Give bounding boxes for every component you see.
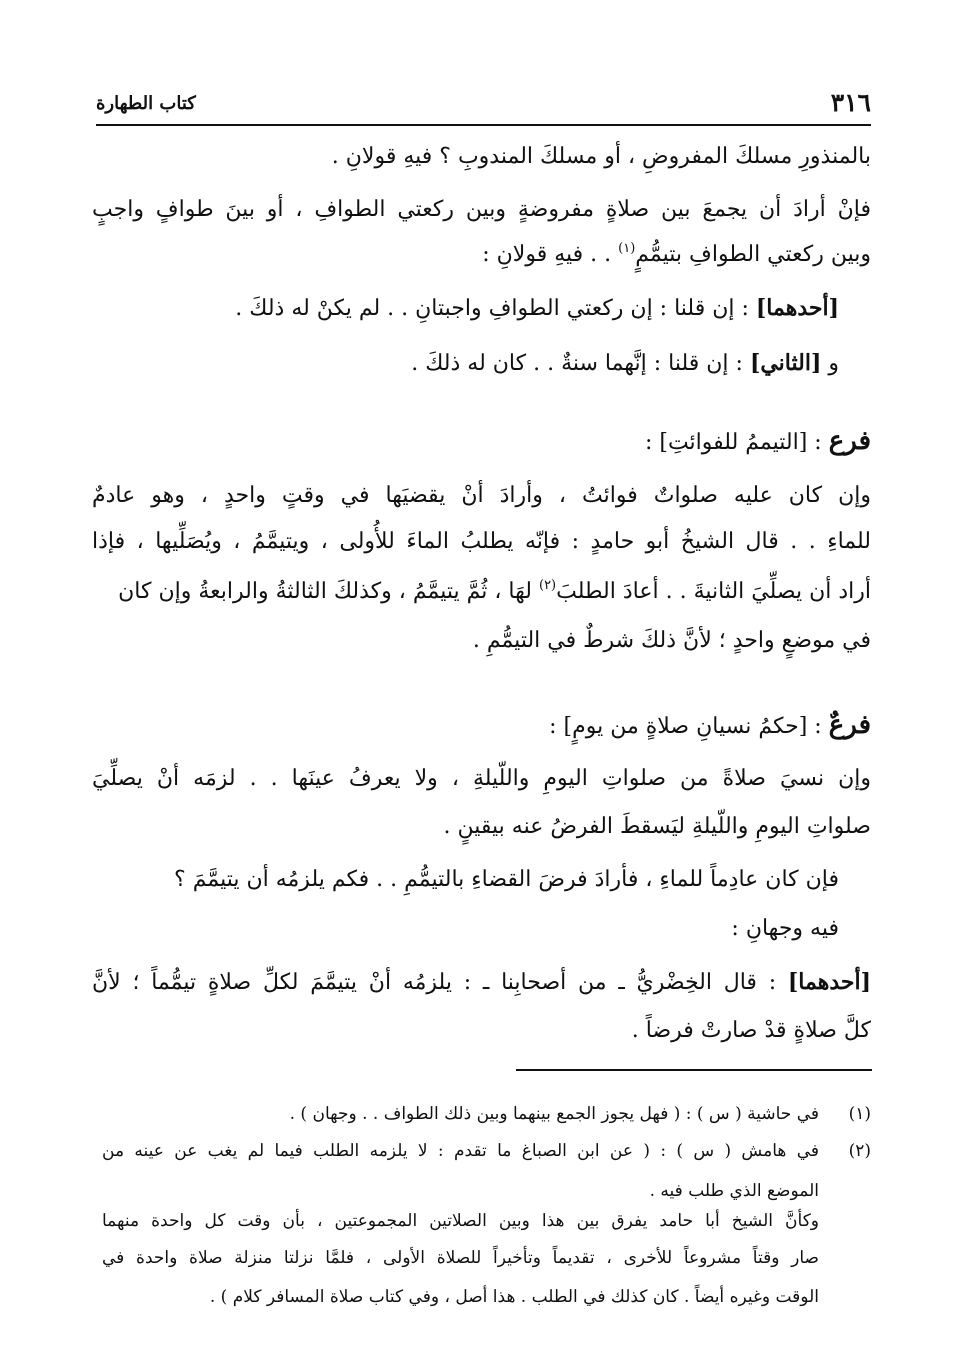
branch-label: فرعٌ [828, 710, 871, 740]
body-text: وبين ركعتي الطوافِ بتيمُّمٍ [635, 242, 871, 267]
body-text: وإن كان عليه صلواتٌ فوائتُ ، وأرادَ أنْ يقضيَها في وقتٍ واحدٍ ، وهو عادمٌ [92, 483, 871, 508]
branch-heading [645, 424, 871, 460]
body-text: للماءِ . . قال الشيخُ أبو حامدٍ : فإنّه يطلبُ الماءَ للأُولى ، ويتيمَّمُ ، ويُصَلِّيها ، فإذا [92, 529, 871, 554]
page-header [96, 88, 871, 126]
body-line [632, 1014, 871, 1050]
body-line [444, 810, 871, 846]
body-text: كلَّ صلاةٍ قدْ صارتْ فرضاً . [631, 1018, 871, 1043]
body-line [92, 762, 871, 798]
body-text: فيه وجهانِ : [731, 916, 839, 941]
body-text: وإن نسيَ صلاةً من صلواتِ اليومِ واللّيلةِ ، ولا يعرفُ عينَها . . لزمَه أنْ يصلِّيَ [92, 766, 871, 791]
branch-title: : [حكمُ نسيانِ صلاةٍ من يومٍ] : [549, 714, 829, 739]
body-text: : إن قلنا : إنَّهما سنةٌ . . كان له ذلكَ . [411, 351, 750, 376]
body-line [731, 912, 839, 948]
body-line [92, 965, 871, 1001]
footnote-ref: (١) [618, 241, 636, 256]
page-number: ٣١٦ [830, 88, 871, 117]
footnote-text: في هامش ( س ) : ( عن ابن الصباغ ما تقدم : لا يلزمه الطلب فيما لم يغب عن عينه من [102, 1141, 819, 1161]
body-line [482, 238, 871, 274]
section-label: [أحدهما] [755, 295, 839, 321]
footnote-ref: (٢) [538, 578, 557, 593]
body-line [411, 346, 839, 382]
branch-heading [549, 708, 871, 744]
footnote-number: (٢) [848, 1141, 871, 1161]
body-line [235, 291, 839, 327]
footnote-continuation [102, 1245, 819, 1271]
footnote-text: الموضع الذي طلب فيه . [649, 1181, 819, 1201]
branch-label: فرع [828, 426, 871, 456]
footnote-separator [516, 1069, 872, 1071]
body-line [473, 624, 871, 660]
body-text: أراد أن يصلِّيَ الثانيةَ . . أعادَ الطلبَ [556, 579, 871, 604]
body-text: بالمنذورِ مسلكَ المفروضِ ، أو مسلكَ المندوبِ ؟ فيهِ قولانِ . [331, 144, 871, 169]
body-line [92, 479, 871, 515]
body-text: لهَا ، ثُمَّ يتيمَّمُ ، وكذلكَ الثالثةُ والرابعةُ وإن كان [118, 579, 539, 604]
body-text: . . فيهِ قولانِ : [482, 242, 619, 267]
body-text: فإنْ أرادَ أن يجمعَ بين صلاةٍ مفروضةٍ وبين ركعتي الطوافِ ، أو بينَ طوافٍ واجبٍ [92, 197, 871, 222]
footnote-continuation [102, 1208, 819, 1234]
footnote-continuation [210, 1284, 819, 1310]
footnote-text: في حاشية ( س ) : ( فهل يجوز الجمع بينهما وبين ذلك الطواف . . وجهان ) . [289, 1104, 819, 1124]
footnote-continuation [650, 1178, 819, 1204]
footnote-number: (١) [848, 1104, 871, 1124]
body-text: : إن قلنا : إن ركعتي الطوافِ واجبتانِ . . لم يكنْ له ذلكَ . [235, 296, 756, 321]
body-line [92, 525, 871, 561]
body-line [332, 140, 871, 176]
body-text: فإن كان عادِماً للماءِ ، فأرادَ فرضَ القضاءِ بالتيمُّمِ . . فكم يلزمُه أن يتيمَّمَ ؟ [174, 867, 839, 892]
footnote-text: صار وقتاً مشروعاً للأخرى ، تقديماً وتأخيراً للصلاة الأولى ، فلمَّا نزلتا منزلة صلاة واحدة في [102, 1248, 819, 1268]
body-text: و [821, 351, 839, 376]
footnote-text: وكأنَّ الشيخ أبا حامد يفرق بين هذا وبين الصلاتين المجموعتين ، بأن وقت كل واحدة منهما [102, 1211, 819, 1231]
body-line [92, 193, 871, 229]
body-text: : قال الخِضْريُّ ـ من أصحابِنا ـ : يلزمُه أنْ يتيمَّمَ لكلِّ صلاةٍ تيمُّماً ؛ لأنَّ [92, 970, 788, 995]
body-line [118, 575, 871, 611]
body-text: صلواتِ اليومِ واللّيلةِ ليَسقطَ الفرضُ عنه بيقينٍ . [443, 814, 871, 839]
section-label: [الثاني] [749, 350, 822, 376]
branch-title: : [التيممُ للفوائتِ] : [644, 430, 829, 455]
footnote-text: الوقت وغيره أيضاً . كان كذلك في الطلب . هذا أصل ، وفي كتاب صلاة المسافر كلام ) . [209, 1287, 819, 1307]
running-title: كتاب الطهارة [96, 93, 196, 114]
body-line [174, 863, 839, 899]
section-label: [أحدهما] [787, 969, 871, 995]
body-text: في موضعٍ واحدٍ ؛ لأنَّ ذلكَ شرطٌ في التيمُّمِ . [472, 628, 871, 653]
